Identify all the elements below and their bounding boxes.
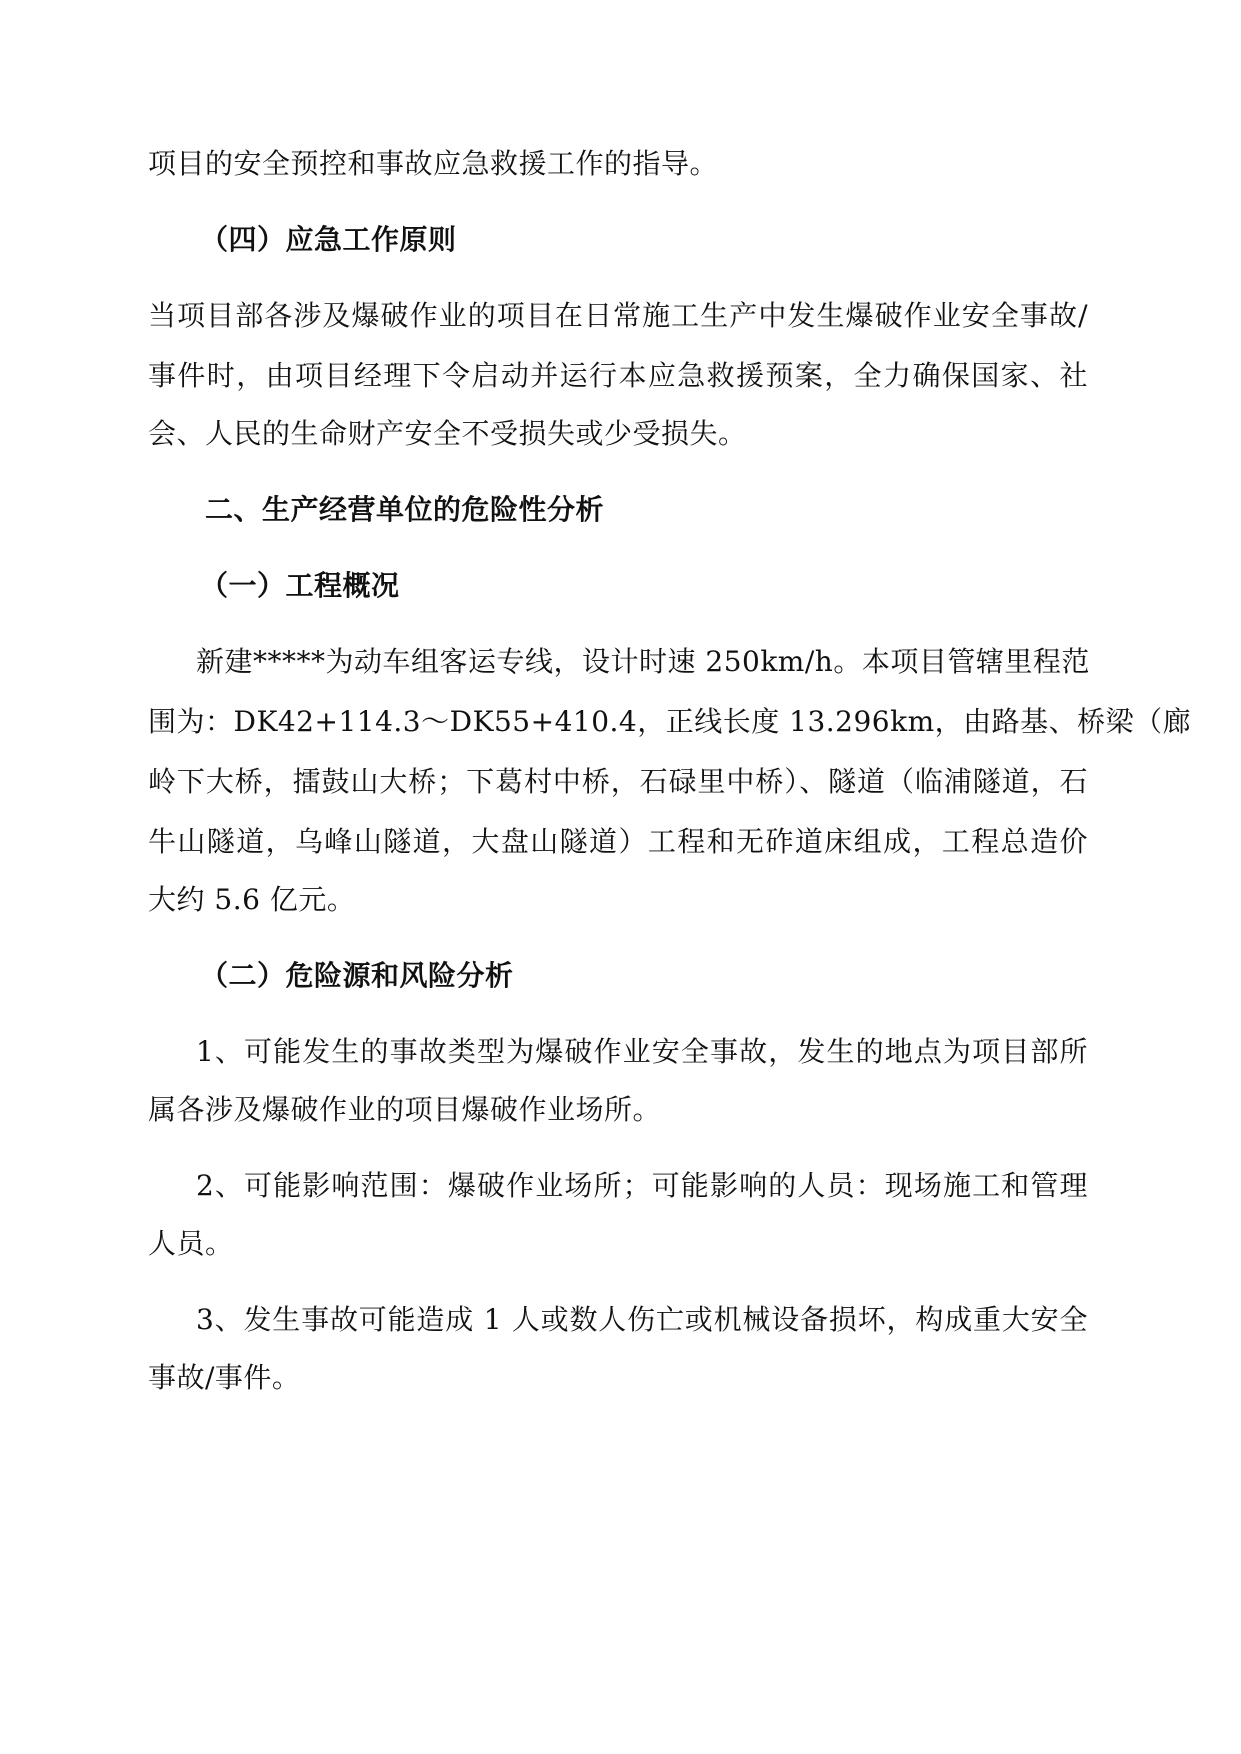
paragraph-line: 岭下大桥，擂鼓山大桥；下葛村中桥，石碌里中桥）、隧道（临浦隧道，石 <box>148 765 1088 798</box>
paragraph-line: 3、发生事故可能造成 1 人或数人伤亡或机械设备损坏，构成重大安全 <box>196 1303 1088 1336</box>
paragraph-line: 大约 5.6 亿元。 <box>148 883 356 916</box>
paragraph-line: 1、可能发生的事故类型为爆破作业安全事故，发生的地点为项目部所 <box>196 1035 1088 1068</box>
subsection-heading: （一）工程概况 <box>200 569 400 602</box>
subsection-heading: （二）危险源和风险分析 <box>200 959 514 992</box>
paragraph-line: 牛山隧道，乌峰山隧道，大盘山隧道）工程和无砟道床组成，工程总造价 <box>148 825 1088 858</box>
paragraph-line: 项目的安全预控和事故应急救援工作的指导。 <box>148 147 719 180</box>
paragraph-line: 2、可能影响范围：爆破作业场所；可能影响的人员：现场施工和管理 <box>196 1169 1088 1202</box>
paragraph-line: 属各涉及爆破作业的项目爆破作业场所。 <box>148 1093 662 1126</box>
paragraph-line: 事故/事件。 <box>148 1361 301 1394</box>
paragraph-line: 人员。 <box>148 1227 234 1260</box>
section-heading: （四）应急工作原则 <box>200 223 457 256</box>
paragraph-line: 会、人民的生命财产安全不受损失或少受损失。 <box>148 417 747 450</box>
paragraph-line: 事件时，由项目经理下令启动并运行本应急救援预案，全力确保国家、社 <box>148 359 1088 392</box>
paragraph-line: 围为：DK42+114.3～DK55+410.4，正线长度 13.296km，由路基、桥梁（廊 <box>148 705 1192 738</box>
paragraph-line: 当项目部各涉及爆破作业的项目在日常施工生产中发生爆破作业安全事故/ <box>148 299 1088 332</box>
section-heading: 二、生产经营单位的危险性分析 <box>205 493 605 526</box>
paragraph-line: 新建*****为动车组客运专线，设计时速 250km/h。本项目管辖里程范 <box>196 645 1090 678</box>
